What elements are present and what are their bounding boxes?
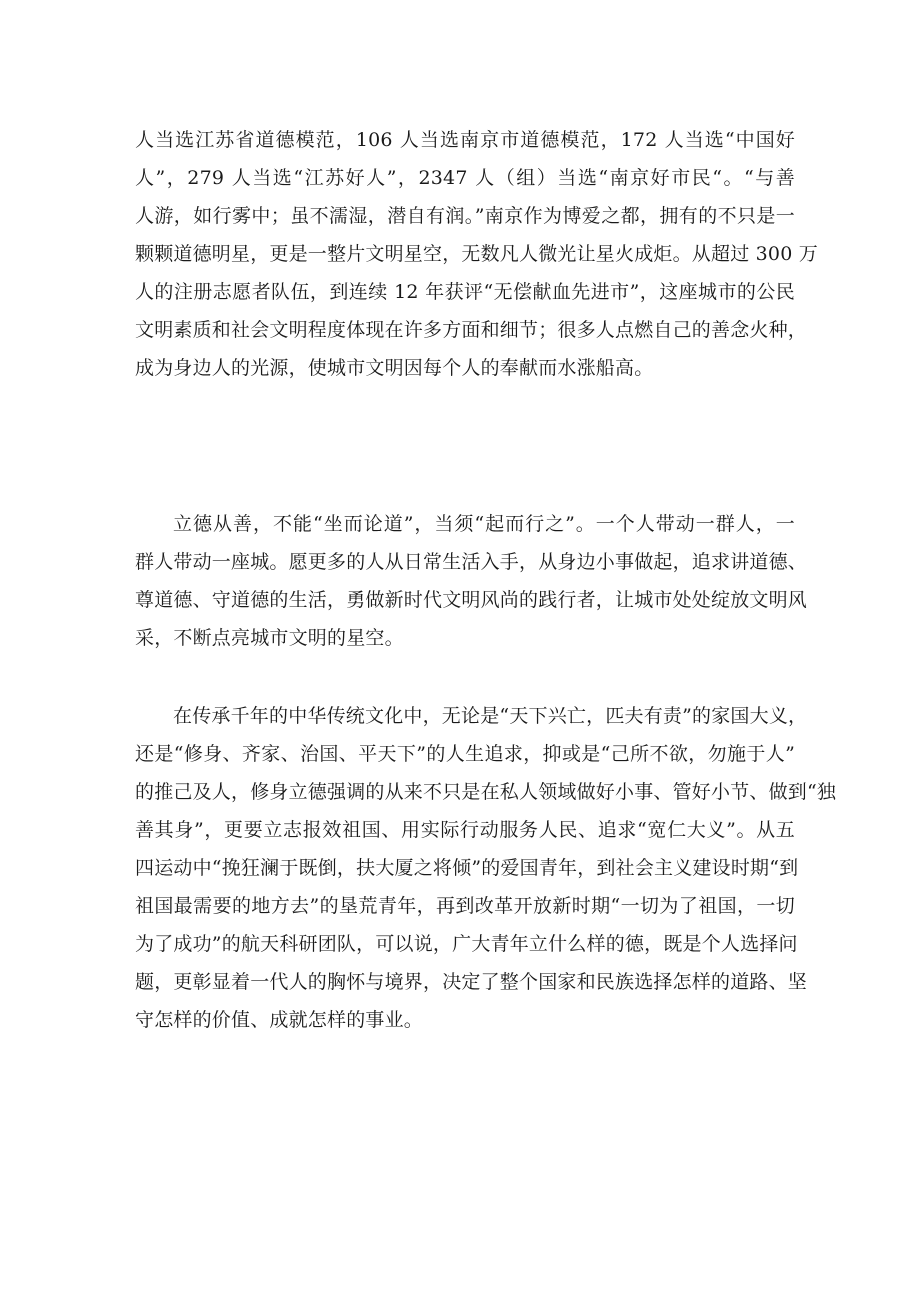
paragraph-line: 祖国最需要的地方去”的垦荒青年，再到改革开放新时期“一切为了祖国，一切 (135, 895, 795, 917)
paragraph-2 (135, 505, 808, 657)
paragraph-line: 颗颗道德明星，更是一整片文明星空，无数凡人微光让星火成炬。从超过 300 万 (135, 243, 818, 265)
paragraph-line: 为了成功”的航天科研团队，可以说，广大青年立什么样的德，既是个人选择问 (135, 933, 798, 955)
paragraph-line: 文明素质和社会文明程度体现在许多方面和细节；很多人点燃自己的善念火种， (135, 319, 808, 341)
paragraph-line: 群人带动一座城。愿更多的人从日常生活入手，从身边小事做起，追求讲道德、 (135, 551, 808, 573)
paragraph-line: 题，更彰显着一代人的胸怀与境界，决定了整个国家和民族选择怎样的道路、坚 (135, 971, 808, 993)
paragraph-line: 的推己及人，修身立德强调的从来不只是在私人领域做好小事、管好小节、做到“独 (135, 781, 837, 803)
paragraph-3 (135, 697, 837, 1039)
paragraph-1 (135, 121, 818, 387)
paragraph-line: 立德从善，不能“坐而论道”，当须“起而行之”。一个人带动一群人，一 (173, 513, 795, 535)
paragraph-line: 人游，如行雾中；虽不濡湿，潜自有润。”南京作为博爱之都，拥有的不只是一 (135, 205, 795, 227)
paragraph-line: 善其身”，更要立志报效祖国、用实际行动服务人民、追求“宽仁大义”。从五 (135, 819, 795, 841)
paragraph-line: 人当选江苏省道德模范，106 人当选南京市道德模范，172 人当选“中国好 (135, 129, 795, 151)
paragraph-line: 人的注册志愿者队伍，到连续 12 年获评“无偿献血先进市”，这座城市的公民 (135, 281, 795, 303)
paragraph-line: 守怎样的价值、成就怎样的事业。 (135, 1009, 424, 1031)
paragraph-line: 成为身边人的光源，使城市文明因每个人的奉献而水涨船高。 (135, 357, 654, 379)
paragraph-line: 还是“修身、齐家、治国、平天下”的人生追求，抑或是“己所不欲，勿施于人” (135, 743, 795, 765)
paragraph-line: 尊道德、守道德的生活，勇做新时代文明风尚的践行者，让城市处处绽放文明风 (135, 589, 808, 611)
paragraph-line: 人”，279 人当选“江苏好人”，2347 人（组）当选“南京好市民“。“与善 (135, 167, 795, 189)
paragraph-line: 在传承千年的中华传统文化中，无论是“天下兴亡，匹夫有责”的家国大义， (173, 705, 808, 727)
paragraph-line: 采，不断点亮城市文明的星空。 (135, 627, 404, 649)
paragraph-line: 四运动中“挽狂澜于既倒，扶大厦之将倾”的爱国青年，到社会主义建设时期“到 (135, 857, 799, 879)
